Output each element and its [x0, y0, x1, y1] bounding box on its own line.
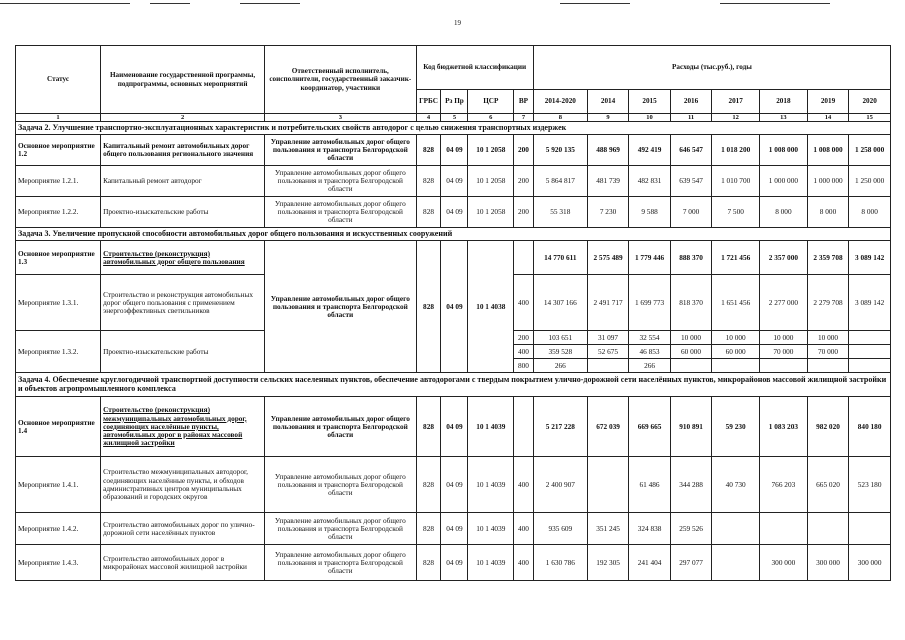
- value-cell: 103 651: [533, 331, 587, 345]
- value-cell: 359 528: [533, 345, 587, 359]
- col-number: 5: [441, 114, 468, 122]
- csr-cell: 10 1 4039: [468, 545, 514, 581]
- year-header: 2016: [670, 90, 712, 114]
- csr-cell: 10 1 2058: [468, 197, 514, 228]
- rz-cell: 04 09: [441, 513, 468, 545]
- table-row: [16, 135, 891, 166]
- value-cell: 10 000: [670, 331, 712, 345]
- col-number: 11: [670, 114, 712, 122]
- value-cell: 59 230: [712, 397, 760, 457]
- col-number: 4: [416, 114, 441, 122]
- col-number: 6: [468, 114, 514, 122]
- table-row: [16, 166, 891, 197]
- col-name-header: Наименование государственной программы, подпрограммы, основных мероприятий: [101, 46, 265, 114]
- table-row: [16, 241, 891, 275]
- value-cell: [849, 513, 891, 545]
- rz-cell: 04 09: [441, 135, 468, 166]
- scan-artifact-line: [150, 3, 190, 4]
- header-row: [16, 46, 891, 90]
- value-cell: 300 000: [849, 545, 891, 581]
- value-cell: 10 000: [807, 331, 849, 345]
- value-cell: 259 526: [670, 513, 712, 545]
- scan-artifact-line: [560, 3, 630, 4]
- vr-cell: 200: [514, 331, 534, 345]
- budget-code-header: Код бюджетной классификации: [416, 46, 533, 90]
- value-cell: 523 180: [849, 457, 891, 513]
- rzpr-header: Рз Пр: [441, 90, 468, 114]
- vr-cell: [514, 241, 534, 275]
- name-cell: Строительство межмуниципальных автодорог, соединяющих населённые пункты, и обходов административных центров муниципальных образований и городских округов: [101, 457, 265, 513]
- value-cell: 1 083 203: [760, 397, 808, 457]
- value-cell: [849, 331, 891, 345]
- value-cell: 31 097: [587, 331, 629, 345]
- csr-cell: 10 1 4039: [468, 397, 514, 457]
- scan-artifact-line: [0, 3, 130, 4]
- value-cell: 2 357 000: [760, 241, 808, 275]
- task-row: [16, 122, 891, 135]
- status-cell: Мероприятие 1.3.2.: [16, 331, 101, 373]
- value-cell: 192 305: [587, 545, 629, 581]
- grbs-cell: 828: [416, 197, 441, 228]
- status-cell: Основное мероприятие 1.3: [16, 241, 101, 275]
- name-cell: Строительство (реконструкция) автомобильных дорог общего пользования: [101, 241, 265, 275]
- vr-cell: 200: [514, 197, 534, 228]
- year-header: 2019: [807, 90, 849, 114]
- col-number: 2: [101, 114, 265, 122]
- value-cell: 14 307 166: [533, 275, 587, 331]
- vr-cell: 400: [514, 345, 534, 359]
- grbs-cell: 828: [416, 166, 441, 197]
- grbs-cell: 828: [416, 457, 441, 513]
- value-cell: 3 089 142: [849, 275, 891, 331]
- value-cell: 300 000: [760, 545, 808, 581]
- executor-cell: Управление автомобильных дорог общего пользования и транспорта Белгородской области: [265, 397, 417, 457]
- table-row: [16, 513, 891, 545]
- grbs-cell: 828: [416, 397, 441, 457]
- executor-cell: Управление автомобильных дорог общего пользования и транспорта Белгородской области: [265, 241, 417, 373]
- value-cell: 324 838: [629, 513, 671, 545]
- vr-cell: 400: [514, 275, 534, 331]
- grbs-header: ГРБС: [416, 90, 441, 114]
- value-cell: 52 675: [587, 345, 629, 359]
- page-number: 19: [454, 19, 461, 27]
- value-cell: 9 588: [629, 197, 671, 228]
- executor-cell: Управление автомобильных дорог общего пользования и транспорта Белгородской области: [265, 457, 417, 513]
- csr-header: ЦСР: [468, 90, 514, 114]
- value-cell: 70 000: [807, 345, 849, 359]
- value-cell: 60 000: [670, 345, 712, 359]
- value-cell: [849, 345, 891, 359]
- name-cell: Проектно-изыскательские работы: [101, 331, 265, 373]
- table-row: [16, 457, 891, 513]
- executor-cell: Управление автомобильных дорог общего пользования и транспорта Белгородской области: [265, 135, 417, 166]
- value-cell: 665 020: [807, 457, 849, 513]
- vr-cell: 800: [514, 359, 534, 373]
- value-cell: 1 008 000: [760, 135, 808, 166]
- value-cell: 1 008 000: [807, 135, 849, 166]
- status-cell: Мероприятие 1.3.1.: [16, 275, 101, 331]
- value-cell: 8 000: [760, 197, 808, 228]
- value-cell: [760, 513, 808, 545]
- value-cell: 14 770 611: [533, 241, 587, 275]
- name-cell: Проектно-изыскательские работы: [101, 197, 265, 228]
- vr-cell: 200: [514, 135, 534, 166]
- vr-cell: 400: [514, 545, 534, 581]
- value-cell: 297 077: [670, 545, 712, 581]
- rz-cell: 04 09: [441, 457, 468, 513]
- value-cell: [712, 545, 760, 581]
- grbs-cell: 828: [416, 241, 441, 373]
- value-cell: [849, 359, 891, 373]
- status-cell: Мероприятие 1.2.1.: [16, 166, 101, 197]
- value-cell: 1 250 000: [849, 166, 891, 197]
- executor-cell: Управление автомобильных дорог общего пользования и транспорта Белгородской области: [265, 166, 417, 197]
- value-cell: 1 721 456: [712, 241, 760, 275]
- value-cell: 7 500: [712, 197, 760, 228]
- value-cell: 1 651 456: [712, 275, 760, 331]
- rz-cell: 04 09: [441, 197, 468, 228]
- table-row: [16, 397, 891, 457]
- value-cell: 61 486: [629, 457, 671, 513]
- value-cell: 482 831: [629, 166, 671, 197]
- col-number: 13: [760, 114, 808, 122]
- value-cell: 672 039: [587, 397, 629, 457]
- table-row: [16, 545, 891, 581]
- value-cell: 55 318: [533, 197, 587, 228]
- col-executor-header: Ответственный исполнитель, соисполнители, государственный заказчик-координатор, участники: [265, 46, 417, 114]
- value-cell: 1 000 000: [807, 166, 849, 197]
- csr-cell: 10 1 2058: [468, 166, 514, 197]
- value-cell: 10 000: [760, 331, 808, 345]
- value-cell: [587, 359, 629, 373]
- status-cell: Мероприятие 1.4.3.: [16, 545, 101, 581]
- value-cell: 2 277 000: [760, 275, 808, 331]
- value-cell: 344 288: [670, 457, 712, 513]
- value-cell: 46 853: [629, 345, 671, 359]
- value-cell: [807, 513, 849, 545]
- value-cell: 492 419: [629, 135, 671, 166]
- value-cell: 481 739: [587, 166, 629, 197]
- status-cell: Основное мероприятие 1.2: [16, 135, 101, 166]
- value-cell: 7 230: [587, 197, 629, 228]
- value-cell: 266: [533, 359, 587, 373]
- year-header: 2015: [629, 90, 671, 114]
- year-header: 2017: [712, 90, 760, 114]
- col-number: 10: [629, 114, 671, 122]
- value-cell: [807, 359, 849, 373]
- rz-cell: 04 09: [441, 241, 468, 373]
- value-cell: 646 547: [670, 135, 712, 166]
- vr-cell: 400: [514, 457, 534, 513]
- name-cell: Строительство автомобильных дорог в микрорайонах массовой жилищной застройки: [101, 545, 265, 581]
- column-number-row: [16, 114, 891, 122]
- value-cell: 2 491 717: [587, 275, 629, 331]
- status-cell: Мероприятие 1.4.1.: [16, 457, 101, 513]
- value-cell: 1 010 700: [712, 166, 760, 197]
- status-cell: Мероприятие 1.4.2.: [16, 513, 101, 545]
- value-cell: [712, 359, 760, 373]
- col-number: 15: [849, 114, 891, 122]
- value-cell: 840 180: [849, 397, 891, 457]
- value-cell: 5 864 817: [533, 166, 587, 197]
- value-cell: 2 575 489: [587, 241, 629, 275]
- value-cell: 2 279 708: [807, 275, 849, 331]
- year-header: 2020: [849, 90, 891, 114]
- name-cell: Капитальный ремонт автомобильных дорог общего пользования регионального значения: [101, 135, 265, 166]
- name-cell: Строительство (реконструкция) межмуниципальных автомобильных дорог, соединяющих населённые пункты, автомобильных дорог в районах массовой жилищной застройки: [101, 397, 265, 457]
- value-cell: 488 969: [587, 135, 629, 166]
- expenses-header: Расходы (тыс.руб.), годы: [533, 46, 890, 90]
- task-2-title: Задача 2. Улучшение транспортно-эксплуатационных характеристик и потребительских свойств автодорог с целью снижения транспортных издержек: [16, 122, 891, 135]
- csr-cell: 10 1 4039: [468, 513, 514, 545]
- value-cell: 2 400 907: [533, 457, 587, 513]
- value-cell: 935 609: [533, 513, 587, 545]
- year-header: 2018: [760, 90, 808, 114]
- name-cell: Строительство и реконструкция автомобильных дорог общего пользования с применением энергоэффективных светильников: [101, 275, 265, 331]
- value-cell: 888 370: [670, 241, 712, 275]
- value-cell: 60 000: [712, 345, 760, 359]
- task-row: [16, 373, 891, 397]
- vr-cell: [514, 397, 534, 457]
- col-status-header: Статус: [16, 46, 101, 114]
- status-cell: Основное мероприятие 1.4: [16, 397, 101, 457]
- executor-cell: Управление автомобильных дорог общего пользования и транспорта Белгородской области: [265, 513, 417, 545]
- value-cell: [587, 457, 629, 513]
- value-cell: 1 000 000: [760, 166, 808, 197]
- value-cell: 818 370: [670, 275, 712, 331]
- value-cell: 1 699 773: [629, 275, 671, 331]
- value-cell: 5 217 228: [533, 397, 587, 457]
- executor-cell: Управление автомобильных дорог общего пользования и транспорта Белгородской области: [265, 545, 417, 581]
- value-cell: 639 547: [670, 166, 712, 197]
- budget-table: [15, 45, 891, 581]
- table-row: [16, 197, 891, 228]
- grbs-cell: 828: [416, 135, 441, 166]
- rz-cell: 04 09: [441, 397, 468, 457]
- scan-artifact-line: [720, 3, 830, 4]
- value-cell: 3 089 142: [849, 241, 891, 275]
- csr-cell: 10 1 4039: [468, 457, 514, 513]
- value-cell: [670, 359, 712, 373]
- task-row: [16, 228, 891, 241]
- col-number: 1: [16, 114, 101, 122]
- value-cell: 5 920 135: [533, 135, 587, 166]
- col-number: 8: [533, 114, 587, 122]
- grbs-cell: 828: [416, 545, 441, 581]
- value-cell: 1 779 446: [629, 241, 671, 275]
- value-cell: 669 665: [629, 397, 671, 457]
- status-cell: Мероприятие 1.2.2.: [16, 197, 101, 228]
- task-4-title: Задача 4. Обеспечение круглогодичной транспортной доступности сельских населенных пунктов, обеспечение автодорогами с твердым покрытием улично-дорожной сети населённых пунктов, микрорайонов массовой жилищной застройки и объектов агропромышленного комплекса: [16, 373, 891, 397]
- value-cell: 766 203: [760, 457, 808, 513]
- value-cell: 1 630 786: [533, 545, 587, 581]
- value-cell: 300 000: [807, 545, 849, 581]
- col-number: 7: [514, 114, 534, 122]
- value-cell: 8 000: [849, 197, 891, 228]
- value-cell: 8 000: [807, 197, 849, 228]
- executor-cell: Управление автомобильных дорог общего пользования и транспорта Белгородской области: [265, 197, 417, 228]
- value-cell: 40 730: [712, 457, 760, 513]
- col-number: 3: [265, 114, 417, 122]
- task-3-title: Задача 3. Увеличение пропускной способности автомобильных дорог общего пользования и искусственных сооружений: [16, 228, 891, 241]
- value-cell: 241 404: [629, 545, 671, 581]
- scan-artifact-line: [240, 3, 300, 4]
- value-cell: 1 258 000: [849, 135, 891, 166]
- vr-header: ВР: [514, 90, 534, 114]
- value-cell: 1 018 200: [712, 135, 760, 166]
- value-cell: 70 000: [760, 345, 808, 359]
- vr-cell: 400: [514, 513, 534, 545]
- csr-cell: 10 1 2058: [468, 135, 514, 166]
- vr-cell: 200: [514, 166, 534, 197]
- value-cell: 982 020: [807, 397, 849, 457]
- grbs-cell: 828: [416, 513, 441, 545]
- value-cell: 351 245: [587, 513, 629, 545]
- name-cell: Капитальный ремонт автодорог: [101, 166, 265, 197]
- value-cell: 10 000: [712, 331, 760, 345]
- value-cell: [712, 513, 760, 545]
- year-header: 2014-2020: [533, 90, 587, 114]
- value-cell: 266: [629, 359, 671, 373]
- value-cell: 2 359 708: [807, 241, 849, 275]
- col-number: 12: [712, 114, 760, 122]
- value-cell: 910 891: [670, 397, 712, 457]
- csr-cell: 10 1 4038: [468, 241, 514, 373]
- year-header: 2014: [587, 90, 629, 114]
- value-cell: [760, 359, 808, 373]
- col-number: 9: [587, 114, 629, 122]
- name-cell: Строительство автомобильных дорог по улично-дорожной сети населённых пунктов: [101, 513, 265, 545]
- rz-cell: 04 09: [441, 166, 468, 197]
- col-number: 14: [807, 114, 849, 122]
- value-cell: 32 554: [629, 331, 671, 345]
- rz-cell: 04 09: [441, 545, 468, 581]
- value-cell: 7 000: [670, 197, 712, 228]
